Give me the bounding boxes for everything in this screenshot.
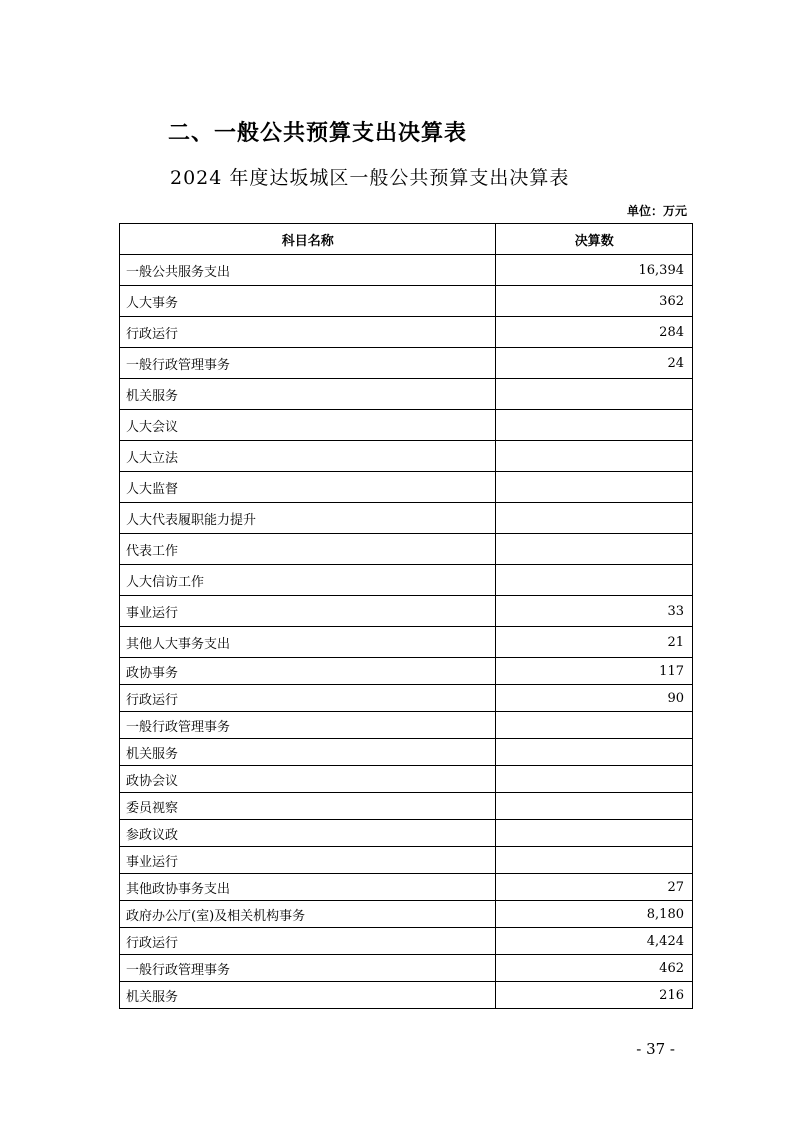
header-final-amount: 决算数 xyxy=(496,224,693,255)
row-name: 代表工作 xyxy=(120,534,496,565)
row-name: 参政议政 xyxy=(120,820,496,847)
row-name: 政协会议 xyxy=(120,766,496,793)
row-value: 24 xyxy=(496,348,693,379)
table-row xyxy=(120,410,693,441)
row-value: 117 xyxy=(496,658,693,685)
row-value: 16,394 xyxy=(496,255,693,286)
row-name: 事业运行 xyxy=(120,847,496,874)
row-value: 462 xyxy=(496,955,693,982)
table-row xyxy=(120,820,693,847)
table-row xyxy=(120,712,693,739)
row-value xyxy=(496,503,693,534)
row-value: 362 xyxy=(496,286,693,317)
table-row xyxy=(120,982,693,1009)
row-value: 216 xyxy=(496,982,693,1009)
document-title: 2024 年度达坂城区一般公共预算支出决算表 xyxy=(170,167,570,189)
row-name: 政府办公厅(室)及相关机构事务 xyxy=(120,901,496,928)
row-name: 人大监督 xyxy=(120,472,496,503)
table-row xyxy=(120,847,693,874)
table-row xyxy=(120,503,693,534)
row-name: 其他政协事务支出 xyxy=(120,874,496,901)
row-value xyxy=(496,739,693,766)
row-name: 人大信访工作 xyxy=(120,565,496,596)
table-row xyxy=(120,739,693,766)
table-row xyxy=(120,874,693,901)
row-name: 人大事务 xyxy=(120,286,496,317)
unit-label: 单位：万元 xyxy=(626,204,687,218)
table-row xyxy=(120,596,693,627)
table-row xyxy=(120,348,693,379)
table-row xyxy=(120,286,693,317)
table-row xyxy=(120,565,693,596)
row-value xyxy=(496,441,693,472)
row-value xyxy=(496,565,693,596)
row-name: 人大代表履职能力提升 xyxy=(120,503,496,534)
row-value: 8,180 xyxy=(496,901,693,928)
row-name: 行政运行 xyxy=(120,685,496,712)
row-value xyxy=(496,793,693,820)
table-row xyxy=(120,928,693,955)
row-name: 一般行政管理事务 xyxy=(120,348,496,379)
header-subject-name: 科目名称 xyxy=(120,224,496,255)
table-row xyxy=(120,255,693,286)
row-value xyxy=(496,410,693,441)
row-name: 事业运行 xyxy=(120,596,496,627)
row-value xyxy=(496,766,693,793)
row-value xyxy=(496,379,693,410)
row-value: 33 xyxy=(496,596,693,627)
row-name: 人大立法 xyxy=(120,441,496,472)
table-row xyxy=(120,658,693,685)
page-number: - 37 - xyxy=(636,1040,675,1058)
row-value xyxy=(496,472,693,503)
row-value: 284 xyxy=(496,317,693,348)
row-value xyxy=(496,847,693,874)
row-name: 机关服务 xyxy=(120,739,496,766)
row-name: 行政运行 xyxy=(120,317,496,348)
section-heading: 二、一般公共预算支出决算表 xyxy=(168,121,468,146)
row-name: 政协事务 xyxy=(120,658,496,685)
row-value: 27 xyxy=(496,874,693,901)
row-name: 其他人大事务支出 xyxy=(120,627,496,658)
table-row xyxy=(120,317,693,348)
row-value: 21 xyxy=(496,627,693,658)
row-name: 机关服务 xyxy=(120,982,496,1009)
row-value: 4,424 xyxy=(496,928,693,955)
table-row xyxy=(120,472,693,503)
row-name: 一般行政管理事务 xyxy=(120,712,496,739)
table-header-row xyxy=(120,224,693,255)
row-name: 一般公共服务支出 xyxy=(120,255,496,286)
table-row xyxy=(120,627,693,658)
table-row xyxy=(120,793,693,820)
row-name: 机关服务 xyxy=(120,379,496,410)
table-row xyxy=(120,766,693,793)
row-name: 行政运行 xyxy=(120,928,496,955)
table-row xyxy=(120,955,693,982)
row-value xyxy=(496,712,693,739)
row-name: 一般行政管理事务 xyxy=(120,955,496,982)
row-name: 委员视察 xyxy=(120,793,496,820)
table-row xyxy=(120,685,693,712)
row-value: 90 xyxy=(496,685,693,712)
table-row xyxy=(120,379,693,410)
table-row xyxy=(120,441,693,472)
row-name: 人大会议 xyxy=(120,410,496,441)
budget-table xyxy=(119,223,693,1009)
table-row xyxy=(120,901,693,928)
row-value xyxy=(496,820,693,847)
table-row xyxy=(120,534,693,565)
row-value xyxy=(496,534,693,565)
